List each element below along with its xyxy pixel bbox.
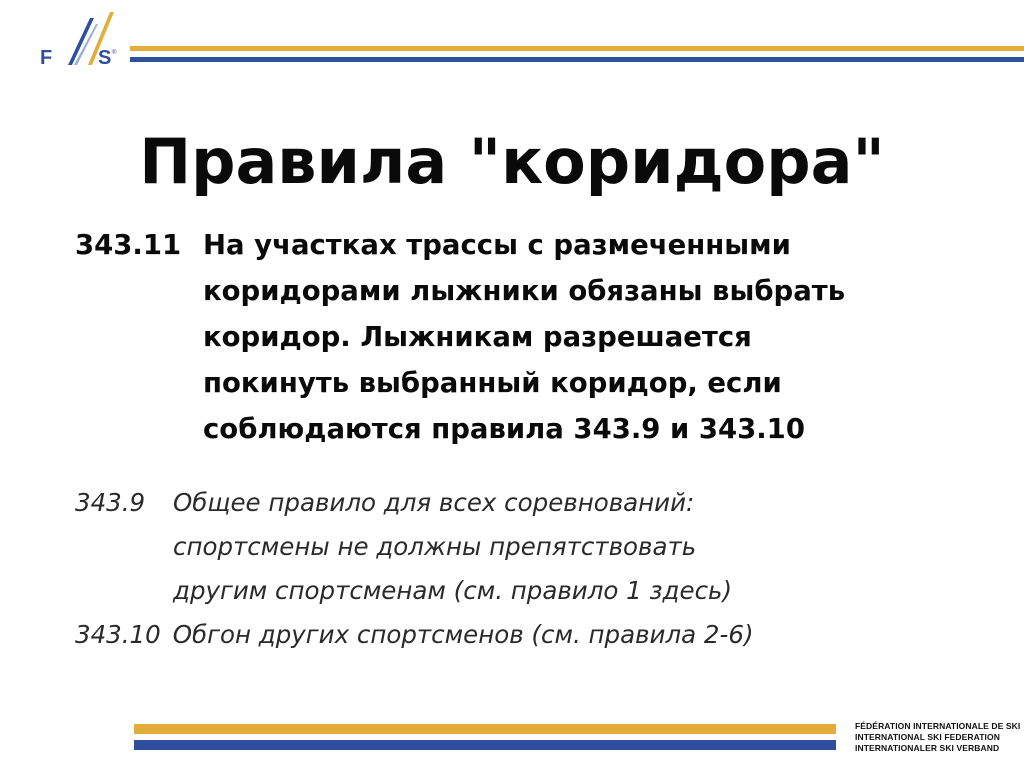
fis-logo-icon <box>38 10 120 72</box>
federation-line: INTERNATIONAL SKI FEDERATION <box>855 732 1000 742</box>
footer-stripe-blue <box>134 740 836 750</box>
footer-stripe-gold <box>134 724 836 734</box>
ref-number: 343.9 <box>75 488 146 517</box>
ref-number: 343.10 <box>75 620 161 649</box>
ref-line: спортсмены не должны препятствовать <box>173 532 697 561</box>
referenced-rules <box>75 481 975 657</box>
federation-line: FÉDÉRATION INTERNATIONALE DE SKI <box>855 721 1021 731</box>
ref-rule-343-10 <box>75 613 975 657</box>
ref-line: Общее правило для всех соревнований: <box>173 488 695 517</box>
rule-number: 343.11 <box>75 229 182 261</box>
ref-line: другим спортсменам (см. правило 1 здесь) <box>173 576 733 605</box>
ref-line: Обгон других спортсменов (см. правила 2-6) <box>172 620 754 649</box>
svg-text:S: S <box>98 47 112 69</box>
svg-text:F: F <box>40 47 53 69</box>
rule-line: коридорами лыжники обязаны выбрать <box>203 275 846 307</box>
header-stripe-blue <box>130 57 1024 62</box>
rule-line: коридор. Лыжникам разрешается <box>203 321 752 353</box>
rule-line: соблюдаются правила 343.9 и 343.10 <box>203 413 805 445</box>
federation-line: INTERNATIONALER SKI VERBAND <box>855 743 1000 753</box>
rule-line: покинуть выбранный коридор, если <box>203 367 782 399</box>
ref-rule-343-9 <box>75 481 975 525</box>
header-stripe-gold <box>130 46 1024 51</box>
page-title: Правила "коридора" <box>139 125 885 198</box>
rule-text <box>203 222 963 452</box>
rule-line: На участках трассы с размеченными <box>203 229 791 261</box>
federation-name <box>855 721 1020 754</box>
svg-text:®: ® <box>112 50 117 56</box>
